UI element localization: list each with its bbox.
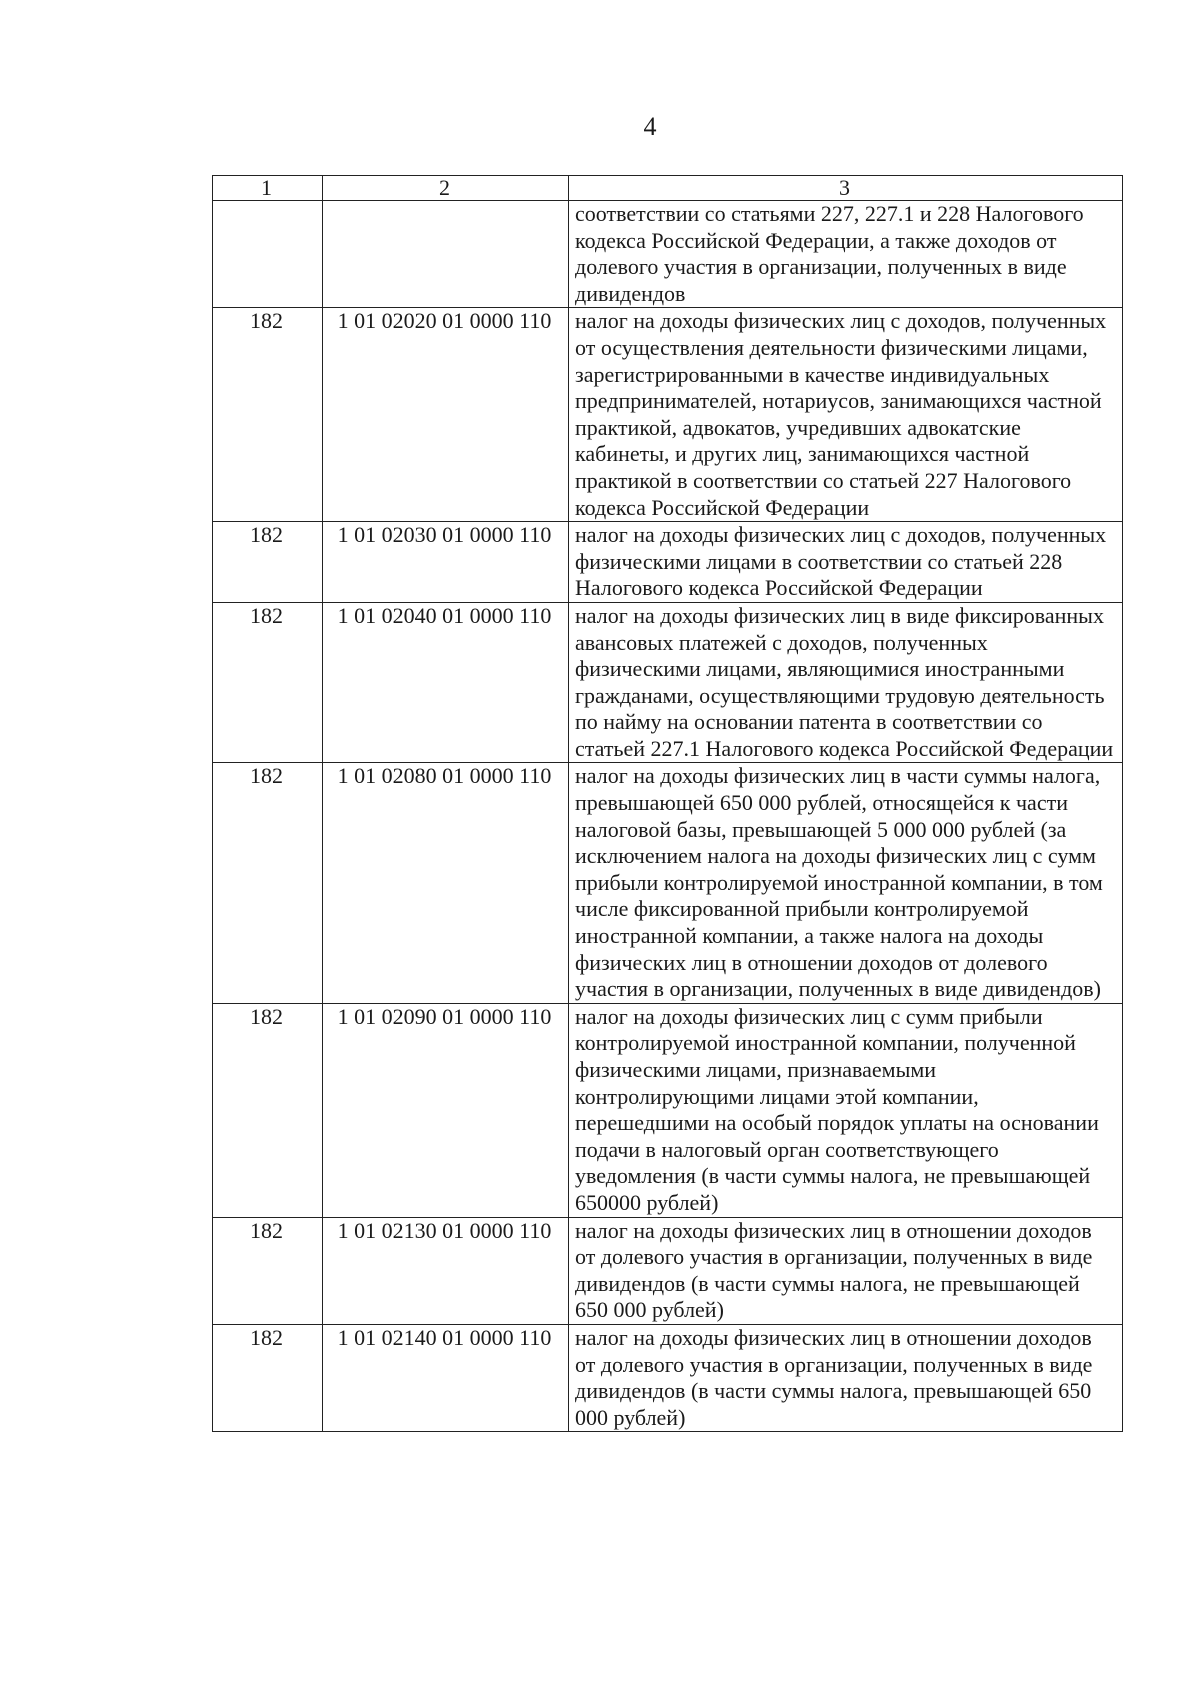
budget-code-cell: 1 01 02130 01 0000 110 [323, 1217, 569, 1324]
column-header-1: 1 [213, 176, 323, 201]
column-header-2: 2 [323, 176, 569, 201]
revenue-codes-table [212, 175, 1123, 1432]
description-cell: налог на доходы физических лиц с доходов, полученных от осуществления деятельности физическими лицами, зарегистрированными в качестве индивидуальных предпринимателей, нотариусов, занимающихся частной практикой, адвокатов, учредивших адвокатские кабинеты, и других лиц, занимающихся частной практикой в соответствии со статьей 227 Налогового кодекса Российской Федерации [569, 308, 1123, 522]
page-number: 4 [643, 112, 657, 141]
table-row [213, 522, 1123, 603]
budget-code-cell: 1 01 02080 01 0000 110 [323, 763, 569, 1003]
description-cell: налог на доходы физических лиц с доходов, полученных физическими лицами в соответствии со статьей 228 Налогового кодекса Российской Федерации [569, 522, 1123, 603]
description-cell: соответствии со статьями 227, 227.1 и 228 Налогового кодекса Российской Федерации, а также доходов от долевого участия в организации, полученных в виде дивидендов [569, 201, 1123, 308]
description-cell: налог на доходы физических лиц в части суммы налога, превышающей 650 000 рублей, относящейся к части налоговой базы, превышающей 5 000 000 рублей (за исключением налога на доходы физических лиц с сумм прибыли контролируемой иностранной компании, в том числе фиксированной прибыли контролируемой иностранной компании, а также налога на доходы физических лиц в отношении доходов от долевого участия в организации, полученных в виде дивидендов) [569, 763, 1123, 1003]
column-header-3: 3 [569, 176, 1123, 201]
table-header-row [213, 176, 1123, 201]
budget-code-cell: 1 01 02090 01 0000 110 [323, 1003, 569, 1217]
admin-code-cell: 182 [213, 308, 323, 522]
admin-code-cell: 182 [213, 522, 323, 603]
budget-code-cell: 1 01 02040 01 0000 110 [323, 602, 569, 763]
table-row [213, 308, 1123, 522]
description-cell: налог на доходы физических лиц в виде фиксированных авансовых платежей с доходов, полученных физическими лицами, являющимися иностранными гражданами, осуществляющими трудовую деятельность по найму на основании патента в соответствии со статьей 227.1 Налогового кодекса Российской Федерации [569, 602, 1123, 763]
table-row [213, 602, 1123, 763]
admin-code-cell [213, 201, 323, 308]
table-row [213, 201, 1123, 308]
budget-code-cell: 1 01 02030 01 0000 110 [323, 522, 569, 603]
budget-code-cell: 1 01 02020 01 0000 110 [323, 308, 569, 522]
admin-code-cell: 182 [213, 1003, 323, 1217]
description-cell: налог на доходы физических лиц в отношении доходов от долевого участия в организации, полученных в виде дивидендов (в части суммы налога, не превышающей 650 000 рублей) [569, 1217, 1123, 1324]
budget-code-cell [323, 201, 569, 308]
admin-code-cell: 182 [213, 1324, 323, 1431]
table-row [213, 763, 1123, 1003]
admin-code-cell: 182 [213, 1217, 323, 1324]
table-row [213, 1217, 1123, 1324]
admin-code-cell: 182 [213, 763, 323, 1003]
table-row [213, 1003, 1123, 1217]
budget-code-cell: 1 01 02140 01 0000 110 [323, 1324, 569, 1431]
description-cell: налог на доходы физических лиц с сумм прибыли контролируемой иностранной компании, полученной физическими лицами, признаваемыми контролирующими лицами этой компании, перешедшими на особый порядок уплаты на основании подачи в налоговый орган соответствующего уведомления (в части суммы налога, не превышающей 650000 рублей) [569, 1003, 1123, 1217]
description-cell: налог на доходы физических лиц в отношении доходов от долевого участия в организации, полученных в виде дивидендов (в части суммы налога, превышающей 650 000 рублей) [569, 1324, 1123, 1431]
admin-code-cell: 182 [213, 602, 323, 763]
table-row [213, 1324, 1123, 1431]
